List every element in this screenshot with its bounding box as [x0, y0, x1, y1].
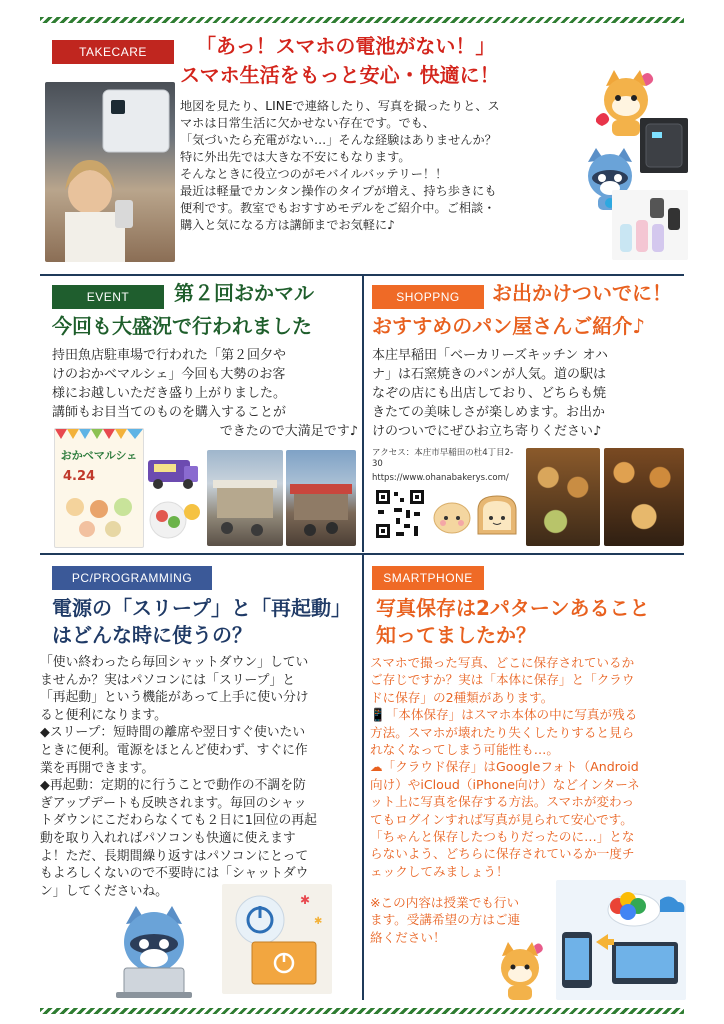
poster-date: 4.24 [63, 469, 96, 484]
mini-batteries-photo [612, 190, 688, 260]
bakery-photo-2 [604, 448, 684, 546]
power-button-illustration [222, 884, 332, 994]
qr-code[interactable] [374, 488, 426, 540]
event-headline-line2: 今回も大盛況で行われました [52, 314, 312, 338]
shop-access-address-cont: 30 [372, 459, 383, 469]
shopping-headline-line2: おすすめのパン屋さんご紹介♪ [372, 314, 645, 338]
column-divider-2 [362, 555, 364, 1000]
market-photo-1 [207, 450, 283, 546]
smartphone-headline-line1: 写真保存は2パターンあること [376, 596, 650, 620]
qr-code-icon [374, 488, 426, 540]
cloud-sync-icon [556, 880, 686, 1000]
event-body: 持田魚店駐車場で行われた「第２回夕や けのおかべマルシェ」今回も大勢のお客 様にお越しいただき盛り上がりました。 講師もお目当てのものを購入することが できたので大満足です♪ [52, 348, 358, 439]
power-button-icon [222, 884, 332, 994]
bakery-photo-1 [526, 448, 600, 546]
market-crowd-icon [286, 450, 356, 546]
food-truck-illustration [144, 452, 202, 492]
pc-headline-line1: 電源の「スリープ」と「再起動」 [52, 596, 351, 620]
food-plate-icon [146, 494, 202, 542]
marche-poster [54, 428, 144, 548]
mini-battery-icon [612, 190, 688, 260]
poster-title: おかべマルシェ [60, 449, 138, 462]
battery-icon [640, 118, 688, 173]
cloud-sync-illustration [556, 880, 686, 1000]
event-headline-line1: 第２回おかマル [174, 281, 314, 305]
woman-with-battery-photo [45, 82, 175, 262]
shopping-body: 本庄早稲田「ベーカリーズキッチン オハ ナ」は石窯焼きのパンが人気。道の駅は なぞの店にも出店しており、どちらも焼 きたての美味しさが楽しめます。お出か けのついでにぜひお立ち寄りください♪ [372, 348, 609, 439]
shop-url[interactable]: https://www.ohanabakerys.com/ [372, 473, 509, 483]
bottom-stripe-divider [40, 1008, 684, 1014]
smartphone-body: スマホで撮った写真、どこに保存されているか ご存じですか？実は「本体に保存」と「クラウ ドに保存」の2種類があります。 📱「本体保存」はスマホ本体の中に写真が残る 方法。スマホが壊れたり失くしたりすると見ら れなくなってしまう可能性も…。 ☁「クラウド保存」はGoogleフォト（Android 向け）やiCloud（iPhone向け）などインターネ ット上に写真を保存する方法。スマホが変わっ てもログインすれば写真が見られて安心です。 「ちゃんと保存したつもりだったのに…」とな らないよう、どちらに保存されているか一度チ ェックしてみましょう！ [370, 655, 640, 879]
svg-text:✱: ✱ [314, 916, 323, 927]
bun-mascot-icon [432, 496, 472, 536]
market-photo-2 [286, 450, 356, 546]
shopping-headline-line1: お出かけついでに！ [492, 281, 672, 305]
toast-mascot-icon [474, 494, 520, 538]
battery-pack-photo [640, 118, 688, 173]
food-plate-illustration [146, 494, 202, 542]
takecare-body: 地図を見たり、LINEで連絡したり、写真を撮ったりと、ス マホは日常生活に欠かせない存在です。でも、 「気づいたら充電がない…」そんな経験はありませんか？ 特に外出先では大きな不安にもなります。 そんなときに役立つのがモバイルバッテリー！！ 最近は軽量でカンタン操作のタイプが増え、持ち歩きにも 便利です。教室でもおすすめモデルをご紹介中。ご相談・ 購入と気になる方は講師までお気軽に♪ [180, 99, 500, 232]
market-tent-icon [207, 450, 283, 546]
svg-text:✱: ✱ [300, 893, 311, 907]
pc-body: 「使い終わったら毎回シャットダウン」してい ませんか？実はパソコンには「スリープ」と 「再起動」という機能があって上手に使い分け ると便利になります。 ◆スリープ：短時間の離席や翌日すぐ使いたい ときに便利。電源をほとんど使わず、すぐに作 業を再開できます。 ◆再起動：定期的に行うことで動作の不調を防 ぎアップデートも反映されます。毎回のシャッ トダウンにこだわらなくても２日に1回位の再起 動を取り入れればパソコンも快適に使えます よ！ただ、長期間繰り返すはパソコンにとって もよろしくないので不要時には「シャットダウ ン」してくださいね。 [40, 655, 317, 899]
event-tag: EVENT [52, 285, 164, 309]
shop-access [372, 448, 532, 484]
raccoon-laptop-mascot-icon [106, 904, 202, 1000]
smartphone-note: ※この内容は授業でも行い ます。受講希望の方はご連 絡ください！ [370, 895, 521, 945]
column-divider [362, 276, 364, 552]
takecare-headline-line1: 「あっ！スマホの電池がない！」 [196, 34, 496, 58]
smartphone-tag: SMARTPHONE [372, 566, 484, 590]
shop-access-address: アクセス：本庄市早稲田の杜4丁目2- [372, 448, 514, 458]
top-stripe-divider [40, 17, 684, 23]
takecare-tag: TAKECARE [52, 40, 174, 64]
woman-illustration-icon [45, 82, 175, 262]
smartphone-headline-line2: 知ってましたか？ [376, 623, 536, 647]
cat-mascot-icon [494, 940, 546, 1000]
takecare-headline-line2: スマホ生活をもっと安心・快適に！ [180, 63, 500, 87]
food-truck-icon [144, 452, 202, 492]
shopping-tag: SHOPPNG [372, 285, 484, 309]
pc-tag: PC/PROGRAMMING [52, 566, 212, 590]
pc-headline-line2: はどんな時に使うの？ [52, 623, 252, 647]
